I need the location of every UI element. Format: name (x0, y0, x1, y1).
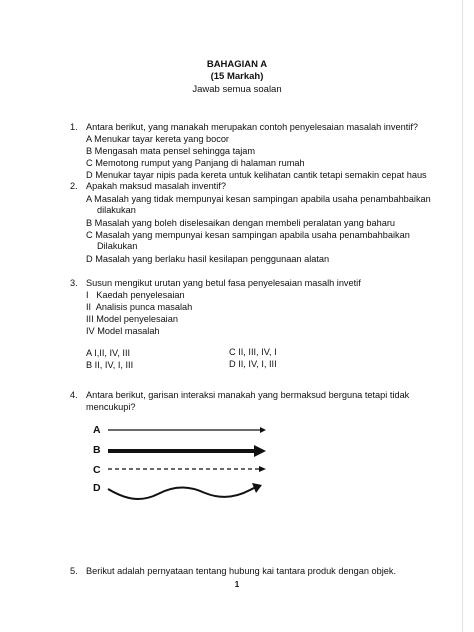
q2-option-a: A Masalah yang tidak mempunyai kesan sampingan apabila usaha penambahbaikan (86, 194, 431, 204)
line-label-b: B (93, 444, 101, 456)
section-marks: (15 Markah) (210, 71, 264, 82)
q2-option-a-cont: dilakukan (97, 205, 136, 215)
q2-text: Apakah maksud masalah inventif? (86, 181, 226, 191)
line-b-thick-arrow (108, 445, 266, 457)
q3-option-a: A I,II, IV, III (86, 348, 131, 358)
line-label-d: D (93, 482, 101, 494)
q1-option-d: D Menukar tayar nipis pada kereta untuk kelihatan cantik tetapi semakin cepat haus (86, 170, 427, 180)
q3-text: Susun mengikut urutan yang betul fasa penyelesaian masalh invetif (86, 278, 361, 288)
line-c-dashed-arrow (108, 466, 266, 472)
q3-option-c: C II, III, IV, I (229, 347, 277, 357)
q3-option-b: B II, IV, I, III (86, 360, 134, 370)
q2-option-c: C Masalah yang mempunyai kesan sampingan apabila usaha penambahbaikan (86, 230, 410, 240)
q4-text-cont: mencukupi? (86, 402, 136, 412)
q3-option-d: D II, IV, I, III (229, 359, 277, 369)
q3-number: 3. (70, 278, 78, 288)
line-label-a: A (93, 424, 101, 436)
q1-text: Antara berikut, yang manakah merupakan contoh penyelesaian masalah inventif? (86, 122, 418, 132)
section-instruction: Jawab semua soalan (192, 84, 282, 95)
q5-number: 5. (70, 566, 78, 576)
q2-option-b: B Masalah yang boleh diselesaikan dengan membeli peralatan yang baharu (86, 218, 396, 228)
q2-option-c-cont: Dilakukan (97, 241, 138, 251)
q5-text: Berikut adalah pernyataan tentang hubung kai tantara produk dengan objek. (86, 566, 397, 576)
q3-item-1: I Kaedah penyelesaian (86, 290, 185, 300)
line-a-thin-arrow (108, 427, 266, 433)
q4-text: Antara berikut, garisan interaksi manakah yang bermaksud berguna tetapi tidak (86, 390, 410, 400)
q4-number: 4. (70, 390, 78, 400)
q1-option-b: B Mengasah mata pensel sehingga tajam (86, 146, 256, 156)
q2-number: 2. (70, 181, 78, 191)
line-label-c: C (93, 464, 101, 476)
page-number: 1 (234, 580, 240, 589)
q1-option-a: A Menukar tayar kereta yang bocor (86, 134, 229, 144)
q3-item-2: II Analisis punca masalah (86, 302, 193, 312)
q3-item-4: IV Model masalah (86, 326, 160, 336)
q2-option-d: D Masalah yang berlaku hasil kesilapan penggunaan alatan (86, 254, 330, 264)
q3-item-3: III Model penyelesaian (86, 314, 178, 324)
section-title: BAHAGIAN A (206, 59, 268, 70)
q1-number: 1. (70, 122, 78, 132)
line-d-wavy-arrow (108, 483, 262, 499)
q1-option-c: C Memotong rumput yang Panjang di halaman rumah (86, 158, 305, 168)
